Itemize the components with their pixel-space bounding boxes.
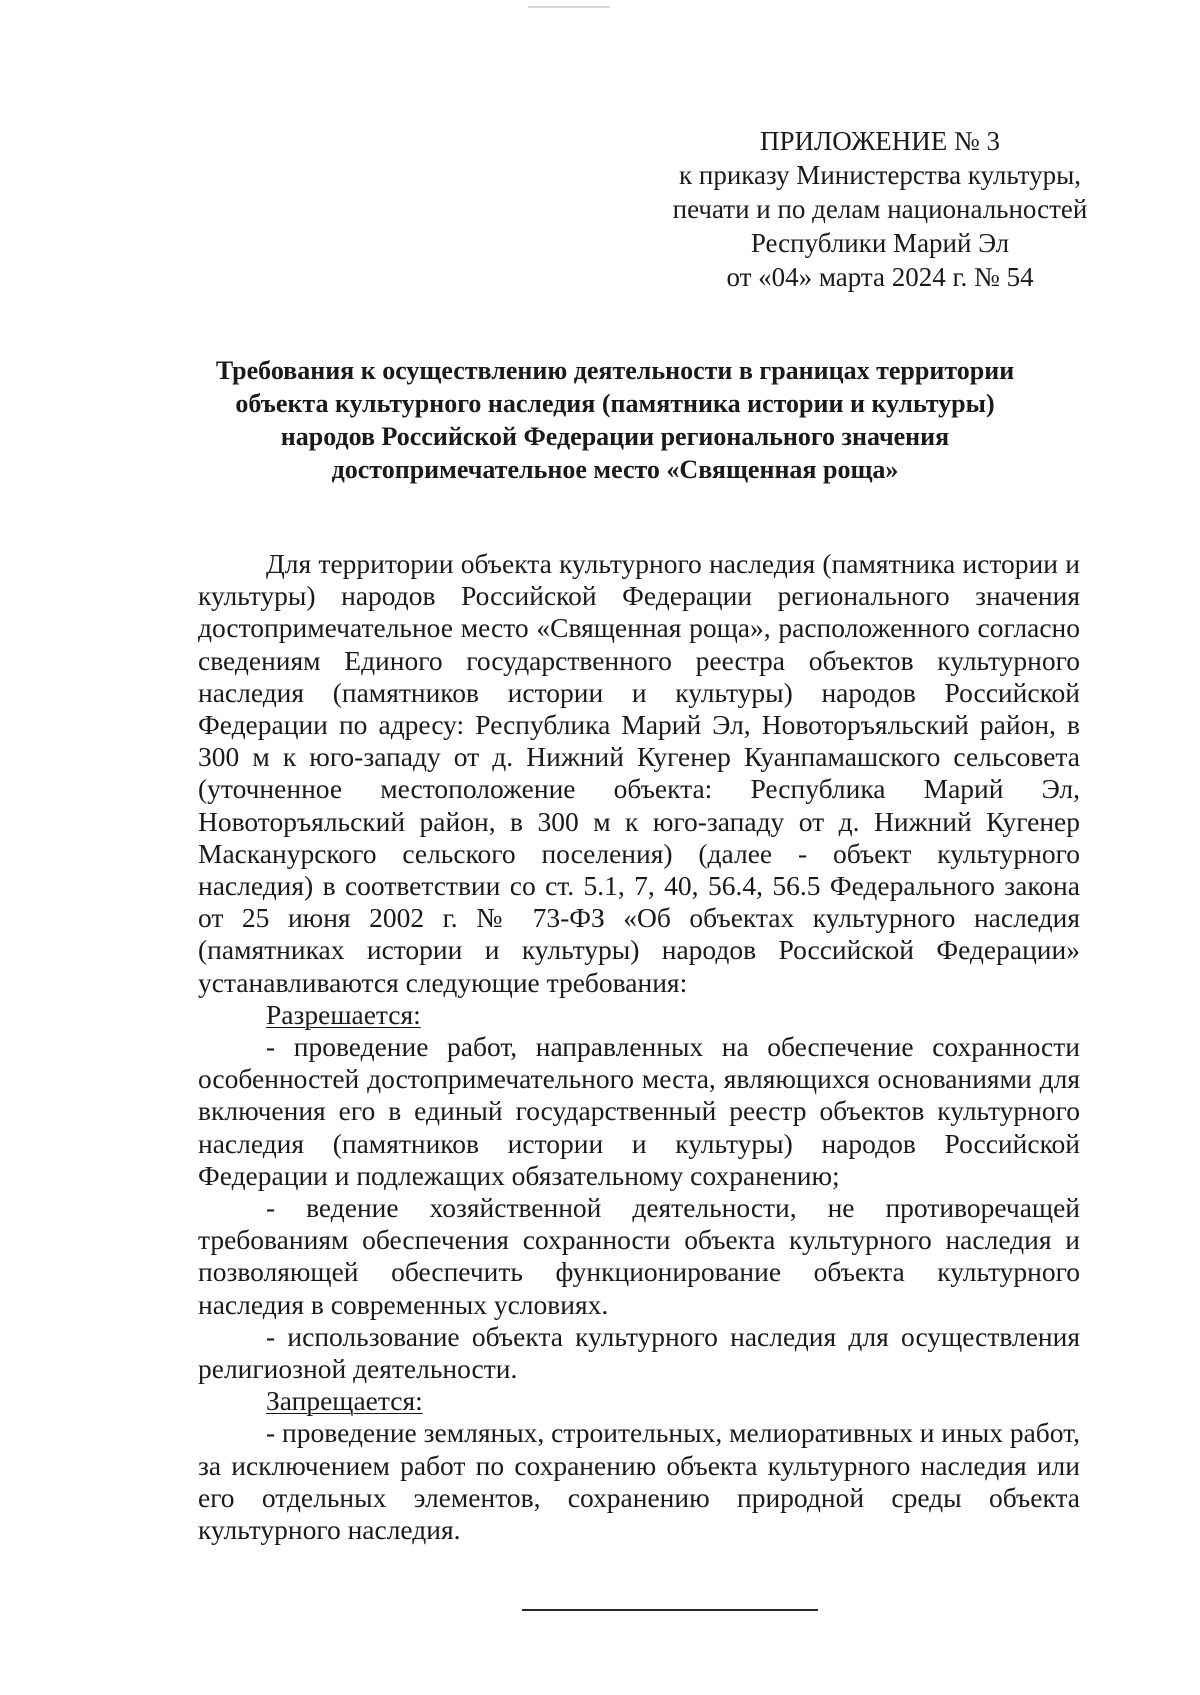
forbidden-item: - проведение земляных, строительных, мелиоративных и иных работ, за исключением работ по сохранению объекта культурного наследия или его отдельных элементов, сохранению природной среды объекта культурного наследия. — [198, 1417, 1080, 1546]
document-title — [150, 354, 1080, 486]
appendix-line: печати и по делам национальностей — [672, 194, 1088, 224]
appendix-line: к приказу Министерства культуры, — [679, 160, 1081, 190]
title-line: народов Российской Федерации регионального значения — [280, 422, 950, 451]
scan-mark — [528, 6, 610, 8]
title-line: Требования к осуществлению деятельности в границах территории — [215, 356, 1015, 385]
intro-paragraph: Для территории объекта культурного наследия (памятника истории и культуры) народов Российской Федерации регионального значения достопримечательное место «Священная роща», расположенного согласно сведениям Единого государственного реестра объектов культурного наследия (памятников истории и культуры) народов Российской Федерации по адресу: Республика Марий Эл, Новоторъяльский район, в 300 м к юго-западу от д. Нижний Кугенер Куанпамашского сельсовета (уточненное местоположение объекта: Республика Марий Эл, Новоторъяльский район, в 300 м к юго-западу от д. Нижний Кугенер Масканурского сельского поселения) (далее - объект культурного наследия) в соответствии со ст. 5.1, 7, 40, 56.4, 56.5 Федерального закона от 25 июня 2002 г. № 73-ФЗ «Об объектах культурного наследия (памятниках истории и культуры) народов Российской Федерации» устанавливаются следующие требования: — [198, 548, 1080, 998]
forbidden-heading — [198, 1385, 1080, 1417]
document-body — [198, 548, 1080, 1546]
appendix-block — [660, 124, 1100, 294]
allowed-item: - проведение работ, направленных на обеспечение сохранности особенностей достопримечательного места, являющихся основаниями для включения его в единый государственный реестр объектов культурного наследия (памятников истории и культуры) народов Российской Федерации и подлежащих обязательному сохранению; — [198, 1031, 1080, 1191]
forbidden-heading-text: Запрещается: — [266, 1385, 423, 1417]
appendix-date: от «04» марта 2024 г. № 54 — [726, 262, 1034, 292]
allowed-heading-text: Разрешается: — [266, 998, 421, 1030]
allowed-item: - ведение хозяйственной деятельности, не противоречащей требованиям обеспечения сохранности объекта культурного наследия и позволяющей обеспечить функционирование объекта культурного наследия в современных условиях. — [198, 1192, 1080, 1320]
title-line: объекта культурного наследия (памятника истории и культуры) — [235, 389, 995, 418]
end-divider — [522, 1609, 818, 1611]
title-line: достопримечательное место «Священная роща» — [331, 455, 899, 484]
allowed-heading — [198, 999, 1080, 1031]
allowed-item: - использование объекта культурного наследия для осуществления религиозной деятельности. — [198, 1320, 1080, 1385]
appendix-number: ПРИЛОЖЕНИЕ № 3 — [759, 126, 1001, 156]
appendix-line: Республики Марий Эл — [750, 228, 1010, 258]
